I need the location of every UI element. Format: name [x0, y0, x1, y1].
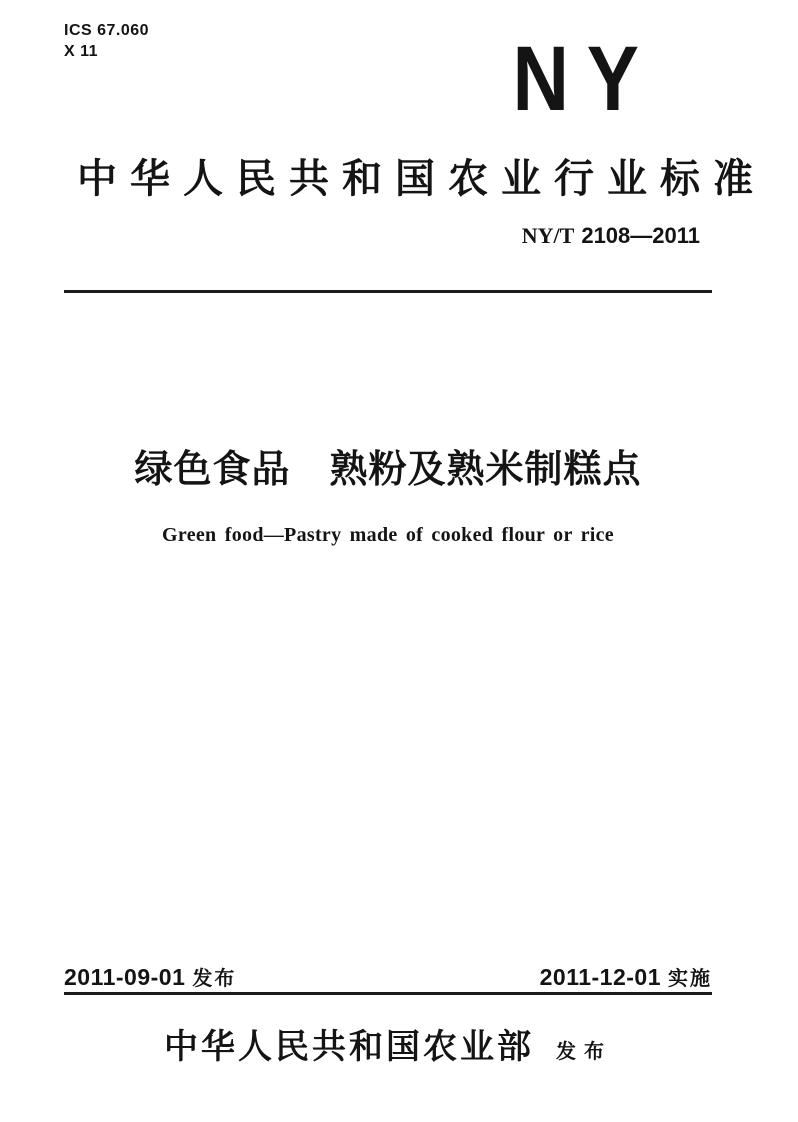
publisher-action: 发布	[556, 1041, 612, 1063]
implementation-date: 2011-12-01	[539, 964, 661, 990]
standard-category-title: 中华人民共和国农业行业标准	[77, 157, 766, 201]
bottom-horizontal-rule	[64, 992, 712, 995]
document-title-english: Green food—Pastry made of cooked flour or rice	[162, 524, 614, 546]
publisher-row	[64, 1028, 712, 1068]
ics-block	[64, 20, 149, 62]
implementation-label: 实施	[668, 968, 712, 990]
document-title-chinese: 绿色食品 熟粉及熟米制糕点	[134, 449, 642, 491]
ny-logo: NY	[512, 28, 657, 130]
standard-number-digits: 2108—2011	[581, 223, 700, 248]
release-date: 2011-09-01	[64, 964, 186, 990]
standard-number-prefix: NY/T	[521, 223, 575, 248]
standard-number	[64, 223, 712, 249]
release-label: 发布	[192, 968, 237, 990]
dates-row	[64, 962, 712, 991]
ics-classification: X 11	[64, 43, 99, 60]
publisher-name: 中华人民共和国农业部	[164, 1029, 534, 1066]
top-horizontal-rule	[64, 290, 712, 293]
ics-code: ICS 67.060	[64, 22, 150, 39]
release-date-group	[64, 962, 236, 991]
implementation-date-group	[540, 962, 712, 991]
